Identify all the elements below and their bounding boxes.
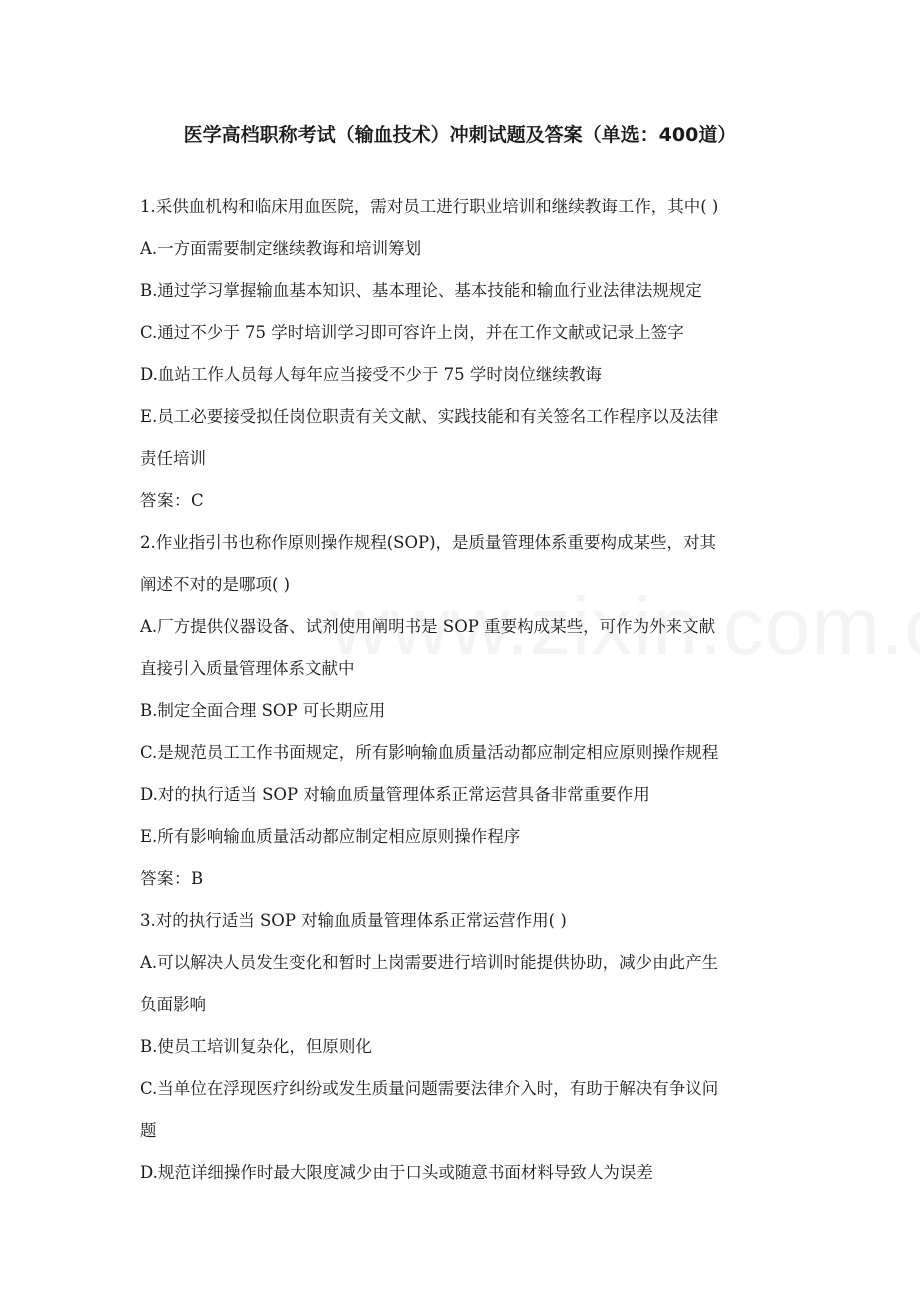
question-2-option-e: E.所有影响输血质量活动都应制定相应原则操作程序 (140, 827, 521, 846)
question-1-option-d: D.血站工作人员每人每年应当接受不少于 75 学时岗位继续教诲 (140, 365, 602, 384)
question-1-option-a: A.一方面需要制定继续教诲和培训筹划 (140, 239, 422, 258)
question-2-option-d: D.对的执行适当 SOP 对输血质量管理体系正常运营具备非常重要作用 (140, 785, 650, 804)
question-2-option-c: C.是规范员工工作书面规定，所有影响输血质量活动都应制定相应原则操作规程 (140, 743, 719, 762)
question-2-stem: 2.作业指引书也称作原则操作规程(SOP)，是质量管理体系重要构成某些，对其 (140, 533, 717, 552)
question-3-option-c: C.当单位在浮现医疗纠纷或发生质量问题需要法律介入时，有助于解决有争议问 (140, 1079, 719, 1098)
question-3-option-a: A.可以解决人员发生变化和暂时上岗需要进行培训时能提供协助，减少由此产生 (140, 953, 719, 972)
question-3-option-a-cont: 负面影响 (140, 995, 206, 1014)
question-1-option-c: C.通过不少于 75 学时培训学习即可容许上岗，并在工作文献或记录上签字 (140, 323, 684, 342)
question-2-answer: 答案：B (140, 869, 204, 888)
question-1-stem: 1.采供血机构和临床用血医院，需对员工进行职业培训和继续教诲工作，其中( ) (140, 197, 719, 216)
question-3-stem: 3.对的执行适当 SOP 对输血质量管理体系正常运营作用( ) (140, 911, 567, 930)
question-1-option-b: B.通过学习掌握输血基本知识、基本理论、基本技能和输血行业法律法规规定 (140, 281, 702, 300)
page-title: 医学高档职称考试（输血技术）冲刺试题及答案（单选：400道） (183, 124, 737, 146)
question-2-option-a-cont: 直接引入质量管理体系文献中 (140, 659, 355, 678)
question-3-option-b: B.使员工培训复杂化，但原则化 (140, 1037, 372, 1056)
question-1-option-e-cont: 责任培训 (140, 449, 206, 468)
question-3-option-d: D.规范详细操作时最大限度减少由于口头或随意书面材料导致人为误差 (140, 1163, 653, 1182)
question-2-option-a: A.厂方提供仪器设备、试剂使用阐明书是 SOP 重要构成某些，可作为外来文献 (140, 617, 716, 636)
question-2-option-b: B.制定全面合理 SOP 可长期应用 (140, 701, 386, 720)
question-1-answer: 答案：C (140, 491, 205, 510)
question-3-option-c-cont: 题 (140, 1121, 157, 1140)
question-2-stem-cont: 阐述不对的是哪项( ) (140, 575, 291, 594)
question-1-option-e: E.员工必要接受拟任岗位职责有关文献、实践技能和有关签名工作程序以及法律 (140, 407, 719, 426)
